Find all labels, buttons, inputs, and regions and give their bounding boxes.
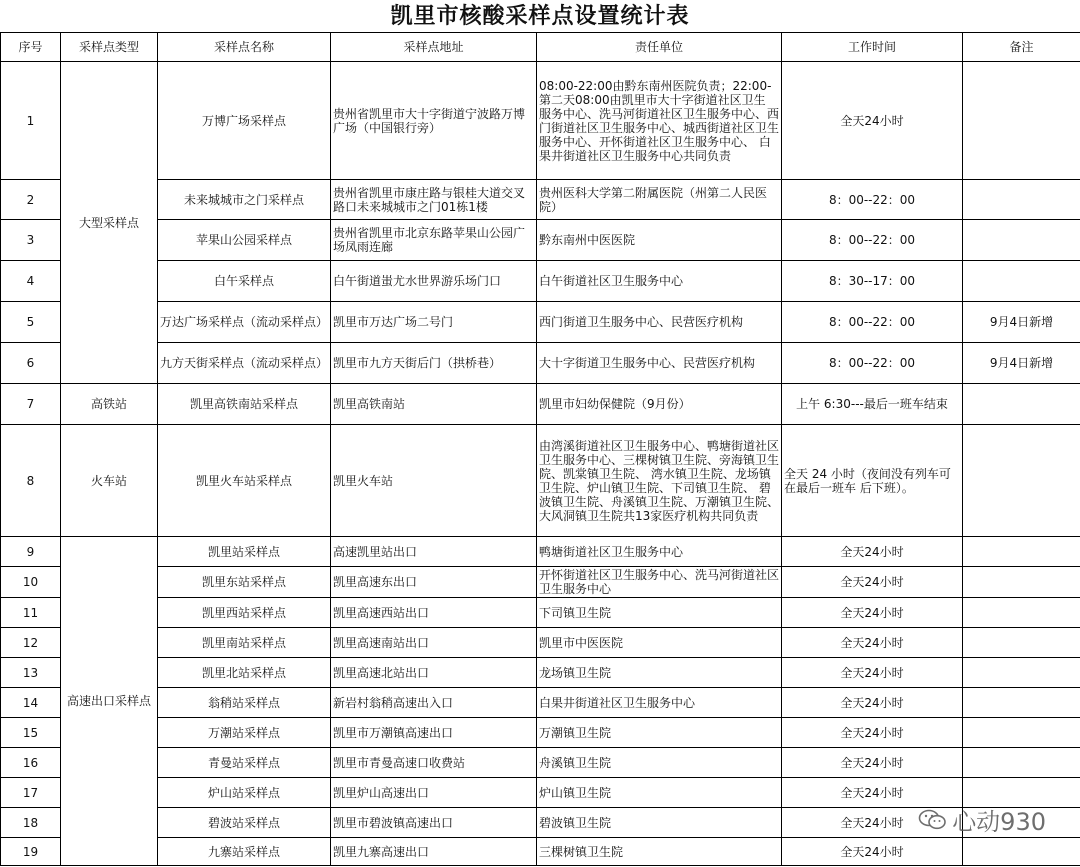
- note: [963, 261, 1080, 302]
- row-no: 13: [1, 658, 61, 688]
- work-time: 8：00--22：00: [782, 220, 963, 261]
- work-time: 8：00--22：00: [782, 180, 963, 220]
- site-name: 白午采样点: [158, 261, 331, 302]
- table-row: [1, 343, 1080, 384]
- work-time: 全天24小时: [782, 778, 963, 808]
- row-no: 5: [1, 302, 61, 343]
- work-time: 全天24小时: [782, 658, 963, 688]
- responsible-unit: 凯里市妇幼保健院（9月份）: [537, 384, 782, 425]
- site-name: 凯里火车站采样点: [158, 425, 331, 537]
- note: 9月4日新增: [963, 343, 1080, 384]
- site-address: 凯里高速南站出口: [331, 628, 537, 658]
- note: [963, 718, 1080, 748]
- site-address: 白午街道蚩尤水世界游乐场门口: [331, 261, 537, 302]
- site-name: 万潮站采样点: [158, 718, 331, 748]
- work-time: 全天24小时: [782, 537, 963, 567]
- site-address: 凯里炉山高速出口: [331, 778, 537, 808]
- table-row: [1, 537, 1080, 567]
- site-name: 万博广场采样点: [158, 62, 331, 180]
- header-address: 采样点地址: [331, 33, 537, 62]
- table-row: [1, 261, 1080, 302]
- site-name: 凯里西站采样点: [158, 598, 331, 628]
- type-cell-large: 大型采样点: [61, 62, 158, 384]
- table-row: [1, 425, 1080, 537]
- site-address: 凯里高速北站出口: [331, 658, 537, 688]
- note: [963, 838, 1080, 866]
- site-address: 凯里市青曼高速口收费站: [331, 748, 537, 778]
- type-cell-train: 火车站: [61, 425, 158, 537]
- row-no: 12: [1, 628, 61, 658]
- row-no: 3: [1, 220, 61, 261]
- work-time: 上午 6:30---最后一班车结束: [782, 384, 963, 425]
- responsible-unit: 黔东南州中医医院: [537, 220, 782, 261]
- table-row: [1, 220, 1080, 261]
- responsible-unit: 舟溪镇卫生院: [537, 748, 782, 778]
- work-time: 8：30--17：00: [782, 261, 963, 302]
- note: [963, 384, 1080, 425]
- note: [963, 658, 1080, 688]
- site-address: 凯里市万潮镇高速出口: [331, 718, 537, 748]
- site-name: 未来城城市之门采样点: [158, 180, 331, 220]
- site-address: 贵州省凯里市大十字街道宁波路万博广场（中国银行旁）: [331, 62, 537, 180]
- site-name: 翁稍站采样点: [158, 688, 331, 718]
- table-row: [1, 62, 1080, 180]
- row-no: 15: [1, 718, 61, 748]
- site-address: 高速凯里站出口: [331, 537, 537, 567]
- site-address: 凯里火车站: [331, 425, 537, 537]
- note: [963, 598, 1080, 628]
- table-row: [1, 688, 1080, 718]
- work-time: 8：00--22：00: [782, 302, 963, 343]
- table-row: [1, 718, 1080, 748]
- site-address: 凯里高铁南站: [331, 384, 537, 425]
- responsible-unit: 开怀街道社区卫生服务中心、洗马河街道社区卫生服务中心: [537, 567, 782, 598]
- responsible-unit: 碧波镇卫生院: [537, 808, 782, 838]
- site-name: 苹果山公园采样点: [158, 220, 331, 261]
- table-row: [1, 567, 1080, 598]
- row-no: 1: [1, 62, 61, 180]
- site-name: 九方天街采样点（流动采样点）: [158, 343, 331, 384]
- work-time: 全天24小时: [782, 598, 963, 628]
- table-row: [1, 598, 1080, 628]
- site-address: 凯里高速东出口: [331, 567, 537, 598]
- site-address: 凯里九寨高速出口: [331, 838, 537, 866]
- note: [963, 748, 1080, 778]
- site-name: 万达广场采样点（流动采样点）: [158, 302, 331, 343]
- header-note: 备注: [963, 33, 1080, 62]
- wechat-icon: [918, 808, 948, 832]
- responsible-unit: 凯里市中医医院: [537, 628, 782, 658]
- responsible-unit: 08:00-22:00由黔东南州医院负责；22:00-第二天08:00由凯里市大十字街道社区卫生 服务中心、洗马河街道社区卫生服务中心、西门街道社区卫生服务中心、城西街道社区卫生服务中心、开怀街道社区卫生服务中心、 白果井街道社区卫生服务中心共同负责: [537, 62, 782, 180]
- site-address: 贵州省凯里市北京东路苹果山公园广场凤雨连廊: [331, 220, 537, 261]
- site-name: 凯里高铁南站采样点: [158, 384, 331, 425]
- responsible-unit: 万潮镇卫生院: [537, 718, 782, 748]
- watermark-text: 心动930: [952, 808, 1046, 836]
- site-name: 碧波站采样点: [158, 808, 331, 838]
- work-time: 全天24小时: [782, 838, 963, 866]
- table-row: [1, 180, 1080, 220]
- responsible-unit: 三棵树镇卫生院: [537, 838, 782, 866]
- row-no: 10: [1, 567, 61, 598]
- responsible-unit: 龙场镇卫生院: [537, 658, 782, 688]
- responsible-unit: 由湾溪街道社区卫生服务中心、鸭塘街道社区 卫生服务中心、三棵树镇卫生院、旁海镇卫生院、凯棠镇卫生院、 湾水镇卫生院、龙场镇卫生院、炉山镇卫生院、下司镇卫生院、 碧波镇卫生院、舟溪镇卫生院、万潮镇卫生院、大风洞镇卫生院共13家医疗机构共同负责: [537, 425, 782, 537]
- table-row: [1, 748, 1080, 778]
- note: [963, 537, 1080, 567]
- note: [963, 220, 1080, 261]
- table-title: 凯里市核酸采样点设置统计表: [390, 3, 690, 29]
- work-time: 全天24小时: [782, 748, 963, 778]
- header-no: 序号: [1, 33, 61, 62]
- row-no: 16: [1, 748, 61, 778]
- work-time: 全天24小时: [782, 628, 963, 658]
- row-no: 11: [1, 598, 61, 628]
- row-no: 4: [1, 261, 61, 302]
- note: [963, 567, 1080, 598]
- site-name: 炉山站采样点: [158, 778, 331, 808]
- row-no: 17: [1, 778, 61, 808]
- work-time: 8：00--22：00: [782, 343, 963, 384]
- row-no: 19: [1, 838, 61, 866]
- responsible-unit: 炉山镇卫生院: [537, 778, 782, 808]
- type-cell-highway: 高速出口采样点: [61, 537, 158, 866]
- note: [963, 425, 1080, 537]
- site-address: 凯里市九方天街后门（拱桥巷）: [331, 343, 537, 384]
- header-type: 采样点类型: [61, 33, 158, 62]
- work-time: 全天24小时: [782, 567, 963, 598]
- site-address: 凯里高速西站出口: [331, 598, 537, 628]
- site-name: 凯里东站采样点: [158, 567, 331, 598]
- site-address: 贵州省凯里市康庄路与银桂大道交叉路口未来城城市之门01栋1楼: [331, 180, 537, 220]
- note: [963, 628, 1080, 658]
- responsible-unit: 贵州医科大学第二附属医院（州第二人民医院）: [537, 180, 782, 220]
- sampling-sites-table: [0, 32, 1080, 866]
- row-no: 7: [1, 384, 61, 425]
- table-row: [1, 628, 1080, 658]
- note: 9月4日新增: [963, 302, 1080, 343]
- work-time: 全天24小时: [782, 718, 963, 748]
- work-time: 全天24小时: [782, 62, 963, 180]
- header-unit: 责任单位: [537, 33, 782, 62]
- row-no: 2: [1, 180, 61, 220]
- note: [963, 62, 1080, 180]
- note: [963, 180, 1080, 220]
- row-no: 8: [1, 425, 61, 537]
- note: [963, 688, 1080, 718]
- responsible-unit: 鸭塘街道社区卫生服务中心: [537, 537, 782, 567]
- responsible-unit: 西门街道卫生服务中心、民营医疗机构: [537, 302, 782, 343]
- work-time: 全天24小时: [782, 688, 963, 718]
- work-time: 全天24小时: [782, 808, 963, 838]
- row-no: 9: [1, 537, 61, 567]
- type-cell-rail: 高铁站: [61, 384, 158, 425]
- site-address: 新岩村翁稍高速出入口: [331, 688, 537, 718]
- watermark: [918, 802, 1046, 837]
- table-row: [1, 658, 1080, 688]
- work-time: 全天 24 小时（夜间没有列车可在最后一班车 后下班）。: [782, 425, 963, 537]
- site-address: 凯里市万达广场二号门: [331, 302, 537, 343]
- row-no: 18: [1, 808, 61, 838]
- site-address: 凯里市碧波镇高速出口: [331, 808, 537, 838]
- table-row: [1, 302, 1080, 343]
- site-name: 凯里北站采样点: [158, 658, 331, 688]
- header-name: 采样点名称: [158, 33, 331, 62]
- responsible-unit: 白果井街道社区卫生服务中心: [537, 688, 782, 718]
- responsible-unit: 大十字街道卫生服务中心、民营医疗机构: [537, 343, 782, 384]
- table-row: [1, 838, 1080, 866]
- header-time: 工作时间: [782, 33, 963, 62]
- site-name: 凯里站采样点: [158, 537, 331, 567]
- site-name: 青曼站采样点: [158, 748, 331, 778]
- responsible-unit: 下司镇卫生院: [537, 598, 782, 628]
- responsible-unit: 白午街道社区卫生服务中心: [537, 261, 782, 302]
- header-row: [1, 33, 1080, 62]
- site-name: 凯里南站采样点: [158, 628, 331, 658]
- row-no: 6: [1, 343, 61, 384]
- table-row: [1, 384, 1080, 425]
- site-name: 九寨站采样点: [158, 838, 331, 866]
- row-no: 14: [1, 688, 61, 718]
